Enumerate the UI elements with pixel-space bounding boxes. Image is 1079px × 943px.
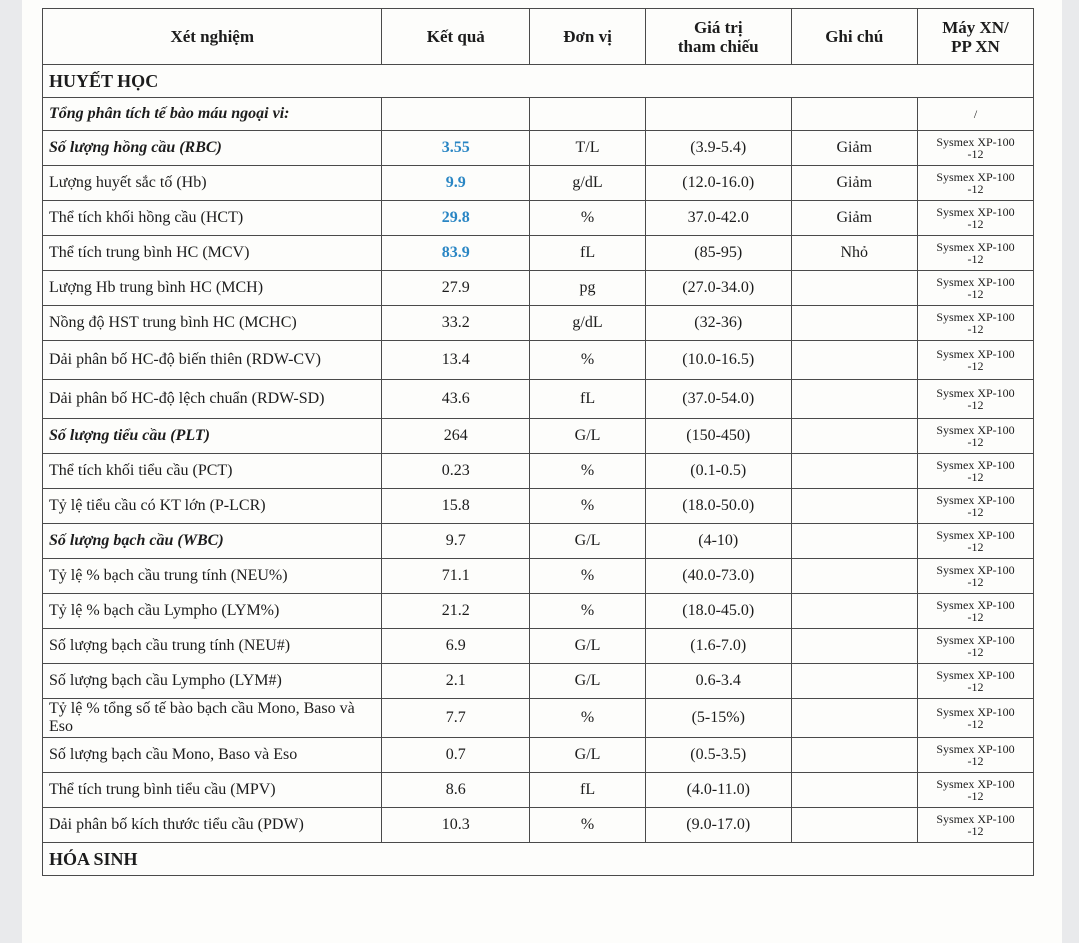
- reference-range: (18.0-50.0): [646, 489, 791, 524]
- table-row: [43, 131, 1034, 166]
- subheading-unit-cell: [530, 98, 646, 131]
- test-name: Thể tích trung bình tiểu cầu (MPV): [43, 773, 382, 808]
- note-value: Giảm: [791, 201, 918, 236]
- machine-machine-line1: Sysmex XP-100: [936, 777, 1015, 791]
- reference-range: (0.5-3.5): [646, 738, 791, 773]
- result-value: 264: [382, 419, 530, 454]
- machine-machine-line1: Sysmex XP-100: [936, 205, 1015, 219]
- machine-machine-line2: -12: [967, 322, 984, 336]
- machine-machine-line2: -12: [967, 287, 984, 301]
- machine-cell: [918, 341, 1034, 380]
- result-value: 21.2: [382, 594, 530, 629]
- table-row: [43, 419, 1034, 454]
- machine-cell: [918, 664, 1034, 699]
- reference-range: (12.0-16.0): [646, 166, 791, 201]
- table-row: [43, 201, 1034, 236]
- result-value: 9.7: [382, 524, 530, 559]
- subheading-label: Tổng phân tích tế bào máu ngoại vi:: [43, 98, 382, 131]
- result-value: 0.7: [382, 738, 530, 773]
- reference-range: (150-450): [646, 419, 791, 454]
- machine-machine-line1: Sysmex XP-100: [936, 742, 1015, 756]
- machine-machine-line2: -12: [967, 217, 984, 231]
- machine-machine-line1: Sysmex XP-100: [936, 668, 1015, 682]
- machine-cell: [918, 131, 1034, 166]
- test-name: Dải phân bố kích thước tiểu cầu (PDW): [43, 808, 382, 843]
- test-name: Số lượng hồng cầu (RBC): [43, 131, 382, 166]
- subheading-note-cell: [791, 98, 918, 131]
- unit-value: %: [530, 489, 646, 524]
- result-value: 83.9: [382, 236, 530, 271]
- machine-machine-line1: Sysmex XP-100: [936, 240, 1015, 254]
- unit-value: G/L: [530, 664, 646, 699]
- unit-value: fL: [530, 773, 646, 808]
- table-row: [43, 271, 1034, 306]
- note-value: Giảm: [791, 166, 918, 201]
- result-value: 13.4: [382, 341, 530, 380]
- result-value: 33.2: [382, 306, 530, 341]
- machine-machine-line1: Sysmex XP-100: [936, 528, 1015, 542]
- reference-range: (0.1-0.5): [646, 454, 791, 489]
- machine-machine-line1: Sysmex XP-100: [936, 310, 1015, 324]
- machine-machine-line1: Sysmex XP-100: [936, 705, 1015, 719]
- machine-machine-line1: Sysmex XP-100: [936, 423, 1015, 437]
- machine-machine-line2: -12: [967, 789, 984, 803]
- machine-machine-line1: Sysmex XP-100: [936, 135, 1015, 149]
- note-value: [791, 380, 918, 419]
- reference-range: (85-95): [646, 236, 791, 271]
- test-name: Nồng độ HST trung bình HC (MCHC): [43, 306, 382, 341]
- machine-machine-line2: -12: [967, 610, 984, 624]
- reference-range: (4.0-11.0): [646, 773, 791, 808]
- result-value: 9.9: [382, 166, 530, 201]
- test-name: Lượng Hb trung bình HC (MCH): [43, 271, 382, 306]
- result-value: 6.9: [382, 629, 530, 664]
- table-row: [43, 664, 1034, 699]
- machine-machine-line2: -12: [967, 680, 984, 694]
- section-hematology-label: HUYẾT HỌC: [49, 70, 159, 91]
- reference-range: (40.0-73.0): [646, 559, 791, 594]
- reference-range: 0.6-3.4: [646, 664, 791, 699]
- result-value: 71.1: [382, 559, 530, 594]
- test-name: Tỷ lệ % tổng số tế bào bạch cầu Mono, Baso và Eso: [43, 699, 382, 738]
- subheading-result-cell: [382, 98, 530, 131]
- note-value: [791, 699, 918, 738]
- table-row: [43, 808, 1034, 843]
- machine-cell: [918, 808, 1034, 843]
- table-row: [43, 699, 1034, 738]
- machine-machine-line1: Sysmex XP-100: [936, 493, 1015, 507]
- unit-value: G/L: [530, 738, 646, 773]
- table-row: [43, 454, 1034, 489]
- machine-cell: [918, 738, 1034, 773]
- unit-value: %: [530, 454, 646, 489]
- test-name: Tỷ lệ tiểu cầu có KT lớn (P-LCR): [43, 489, 382, 524]
- unit-value: G/L: [530, 419, 646, 454]
- machine-cell: [918, 524, 1034, 559]
- machine-cell: [918, 489, 1034, 524]
- note-value: [791, 664, 918, 699]
- test-name: Thể tích trung bình HC (MCV): [43, 236, 382, 271]
- note-value: Giảm: [791, 131, 918, 166]
- machine-machine-line2: -12: [967, 645, 984, 659]
- machine-machine-line2: -12: [967, 435, 984, 449]
- table-body: [43, 65, 1034, 876]
- result-value: 29.8: [382, 201, 530, 236]
- test-name: Lượng huyết sắc tố (Hb): [43, 166, 382, 201]
- machine-machine-line1: Sysmex XP-100: [936, 170, 1015, 184]
- section-title-hematology: [43, 65, 1034, 98]
- header-machine: [918, 9, 1034, 65]
- reference-range: (37.0-54.0): [646, 380, 791, 419]
- unit-value: G/L: [530, 524, 646, 559]
- machine-cell: [918, 271, 1034, 306]
- header-row: [43, 9, 1034, 65]
- unit-value: pg: [530, 271, 646, 306]
- result-value: 8.6: [382, 773, 530, 808]
- note-value: [791, 271, 918, 306]
- test-name: Số lượng bạch cầu Lympho (LYM#): [43, 664, 382, 699]
- unit-value: %: [530, 594, 646, 629]
- section-row-hematology: [43, 65, 1034, 98]
- note-value: [791, 524, 918, 559]
- unit-value: g/dL: [530, 306, 646, 341]
- note-value: [791, 341, 918, 380]
- machine-machine-line2: -12: [967, 398, 984, 412]
- machine-cell: [918, 201, 1034, 236]
- machine-machine-line1: Sysmex XP-100: [936, 812, 1015, 826]
- unit-value: %: [530, 699, 646, 738]
- note-value: [791, 454, 918, 489]
- section-title-biochemistry: [43, 843, 1034, 876]
- test-name: Số lượng bạch cầu trung tính (NEU#): [43, 629, 382, 664]
- subheading-machine: /: [918, 98, 1034, 131]
- table-row: [43, 773, 1034, 808]
- unit-value: fL: [530, 380, 646, 419]
- test-name: Số lượng bạch cầu (WBC): [43, 524, 382, 559]
- machine-machine-line2: -12: [967, 359, 984, 373]
- note-value: [791, 559, 918, 594]
- table-row: [43, 166, 1034, 201]
- header-unit: Đơn vị: [530, 9, 646, 65]
- machine-machine-line1: Sysmex XP-100: [936, 458, 1015, 472]
- test-name: Thể tích khối hồng cầu (HCT): [43, 201, 382, 236]
- table-row: [43, 738, 1034, 773]
- note-value: [791, 306, 918, 341]
- note-value: Nhỏ: [791, 236, 918, 271]
- result-value: 27.9: [382, 271, 530, 306]
- table-row: [43, 306, 1034, 341]
- unit-value: g/dL: [530, 166, 646, 201]
- test-name: Dải phân bố HC-độ biến thiên (RDW-CV): [43, 341, 382, 380]
- reference-range: (27.0-34.0): [646, 271, 791, 306]
- header-machine-line1: Máy XN/: [942, 17, 1009, 37]
- table-row: [43, 380, 1034, 419]
- machine-cell: [918, 629, 1034, 664]
- result-value: 7.7: [382, 699, 530, 738]
- unit-value: %: [530, 341, 646, 380]
- note-value: [791, 808, 918, 843]
- note-value: [791, 594, 918, 629]
- table-row: [43, 489, 1034, 524]
- reference-range: (9.0-17.0): [646, 808, 791, 843]
- unit-value: %: [530, 201, 646, 236]
- test-name: Dải phân bố HC-độ lệch chuẩn (RDW-SD): [43, 380, 382, 419]
- table-row: [43, 524, 1034, 559]
- machine-cell: [918, 236, 1034, 271]
- machine-cell: [918, 419, 1034, 454]
- table-row: [43, 341, 1034, 380]
- machine-machine-line1: Sysmex XP-100: [936, 275, 1015, 289]
- unit-value: %: [530, 559, 646, 594]
- reference-range: (32-36): [646, 306, 791, 341]
- table-row: [43, 629, 1034, 664]
- machine-machine-line2: -12: [967, 824, 984, 838]
- unit-value: fL: [530, 236, 646, 271]
- test-name: Tỷ lệ % bạch cầu Lympho (LYM%): [43, 594, 382, 629]
- table-row: [43, 559, 1034, 594]
- machine-machine-line2: -12: [967, 717, 984, 731]
- machine-machine-line2: -12: [967, 470, 984, 484]
- section-row-biochemistry: [43, 843, 1034, 876]
- note-value: [791, 773, 918, 808]
- lab-results-table: [42, 8, 1034, 876]
- machine-cell: [918, 166, 1034, 201]
- header-reference-line2: tham chiếu: [677, 36, 759, 56]
- machine-cell: [918, 559, 1034, 594]
- test-name: Thể tích khối tiểu cầu (PCT): [43, 454, 382, 489]
- header-test: Xét nghiệm: [43, 9, 382, 65]
- reference-range: (5-15%): [646, 699, 791, 738]
- unit-value: T/L: [530, 131, 646, 166]
- test-name: Số lượng bạch cầu Mono, Baso và Eso: [43, 738, 382, 773]
- machine-machine-line2: -12: [967, 575, 984, 589]
- machine-machine-line1: Sysmex XP-100: [936, 598, 1015, 612]
- header-note: Ghi chú: [791, 9, 918, 65]
- header-result: Kết quả: [382, 9, 530, 65]
- machine-machine-line2: -12: [967, 147, 984, 161]
- table-header: [43, 9, 1034, 65]
- subheading-row: [43, 98, 1034, 131]
- machine-cell: [918, 699, 1034, 738]
- note-value: [791, 489, 918, 524]
- result-value: 10.3: [382, 808, 530, 843]
- machine-machine-line1: Sysmex XP-100: [936, 347, 1015, 361]
- table-row: [43, 236, 1034, 271]
- header-machine-line2: PP XN: [951, 36, 1000, 56]
- note-value: [791, 738, 918, 773]
- machine-cell: [918, 454, 1034, 489]
- note-value: [791, 419, 918, 454]
- result-value: 15.8: [382, 489, 530, 524]
- result-value: 2.1: [382, 664, 530, 699]
- machine-machine-line1: Sysmex XP-100: [936, 563, 1015, 577]
- machine-machine-line2: -12: [967, 540, 984, 554]
- reference-range: (4-10): [646, 524, 791, 559]
- note-value: [791, 629, 918, 664]
- machine-machine-line2: -12: [967, 182, 984, 196]
- machine-cell: [918, 306, 1034, 341]
- machine-machine-line1: Sysmex XP-100: [936, 386, 1015, 400]
- header-reference: [646, 9, 791, 65]
- section-biochemistry-label: HÓA SINH: [49, 848, 138, 869]
- unit-value: %: [530, 808, 646, 843]
- machine-machine-line2: -12: [967, 252, 984, 266]
- machine-machine-line2: -12: [967, 754, 984, 768]
- header-reference-line1: Giá trị: [693, 17, 743, 37]
- machine-cell: [918, 380, 1034, 419]
- result-value: 43.6: [382, 380, 530, 419]
- unit-value: G/L: [530, 629, 646, 664]
- reference-range: (10.0-16.5): [646, 341, 791, 380]
- machine-cell: [918, 594, 1034, 629]
- machine-machine-line1: Sysmex XP-100: [936, 633, 1015, 647]
- test-name: Số lượng tiểu cầu (PLT): [43, 419, 382, 454]
- report-sheet: [22, 0, 1062, 943]
- machine-cell: [918, 773, 1034, 808]
- reference-range: (3.9-5.4): [646, 131, 791, 166]
- reference-range: (1.6-7.0): [646, 629, 791, 664]
- reference-range: 37.0-42.0: [646, 201, 791, 236]
- result-value: 3.55: [382, 131, 530, 166]
- machine-machine-line2: -12: [967, 505, 984, 519]
- reference-range: (18.0-45.0): [646, 594, 791, 629]
- subheading-reference-cell: [646, 98, 791, 131]
- test-name: Tỷ lệ % bạch cầu trung tính (NEU%): [43, 559, 382, 594]
- table-row: [43, 594, 1034, 629]
- result-value: 0.23: [382, 454, 530, 489]
